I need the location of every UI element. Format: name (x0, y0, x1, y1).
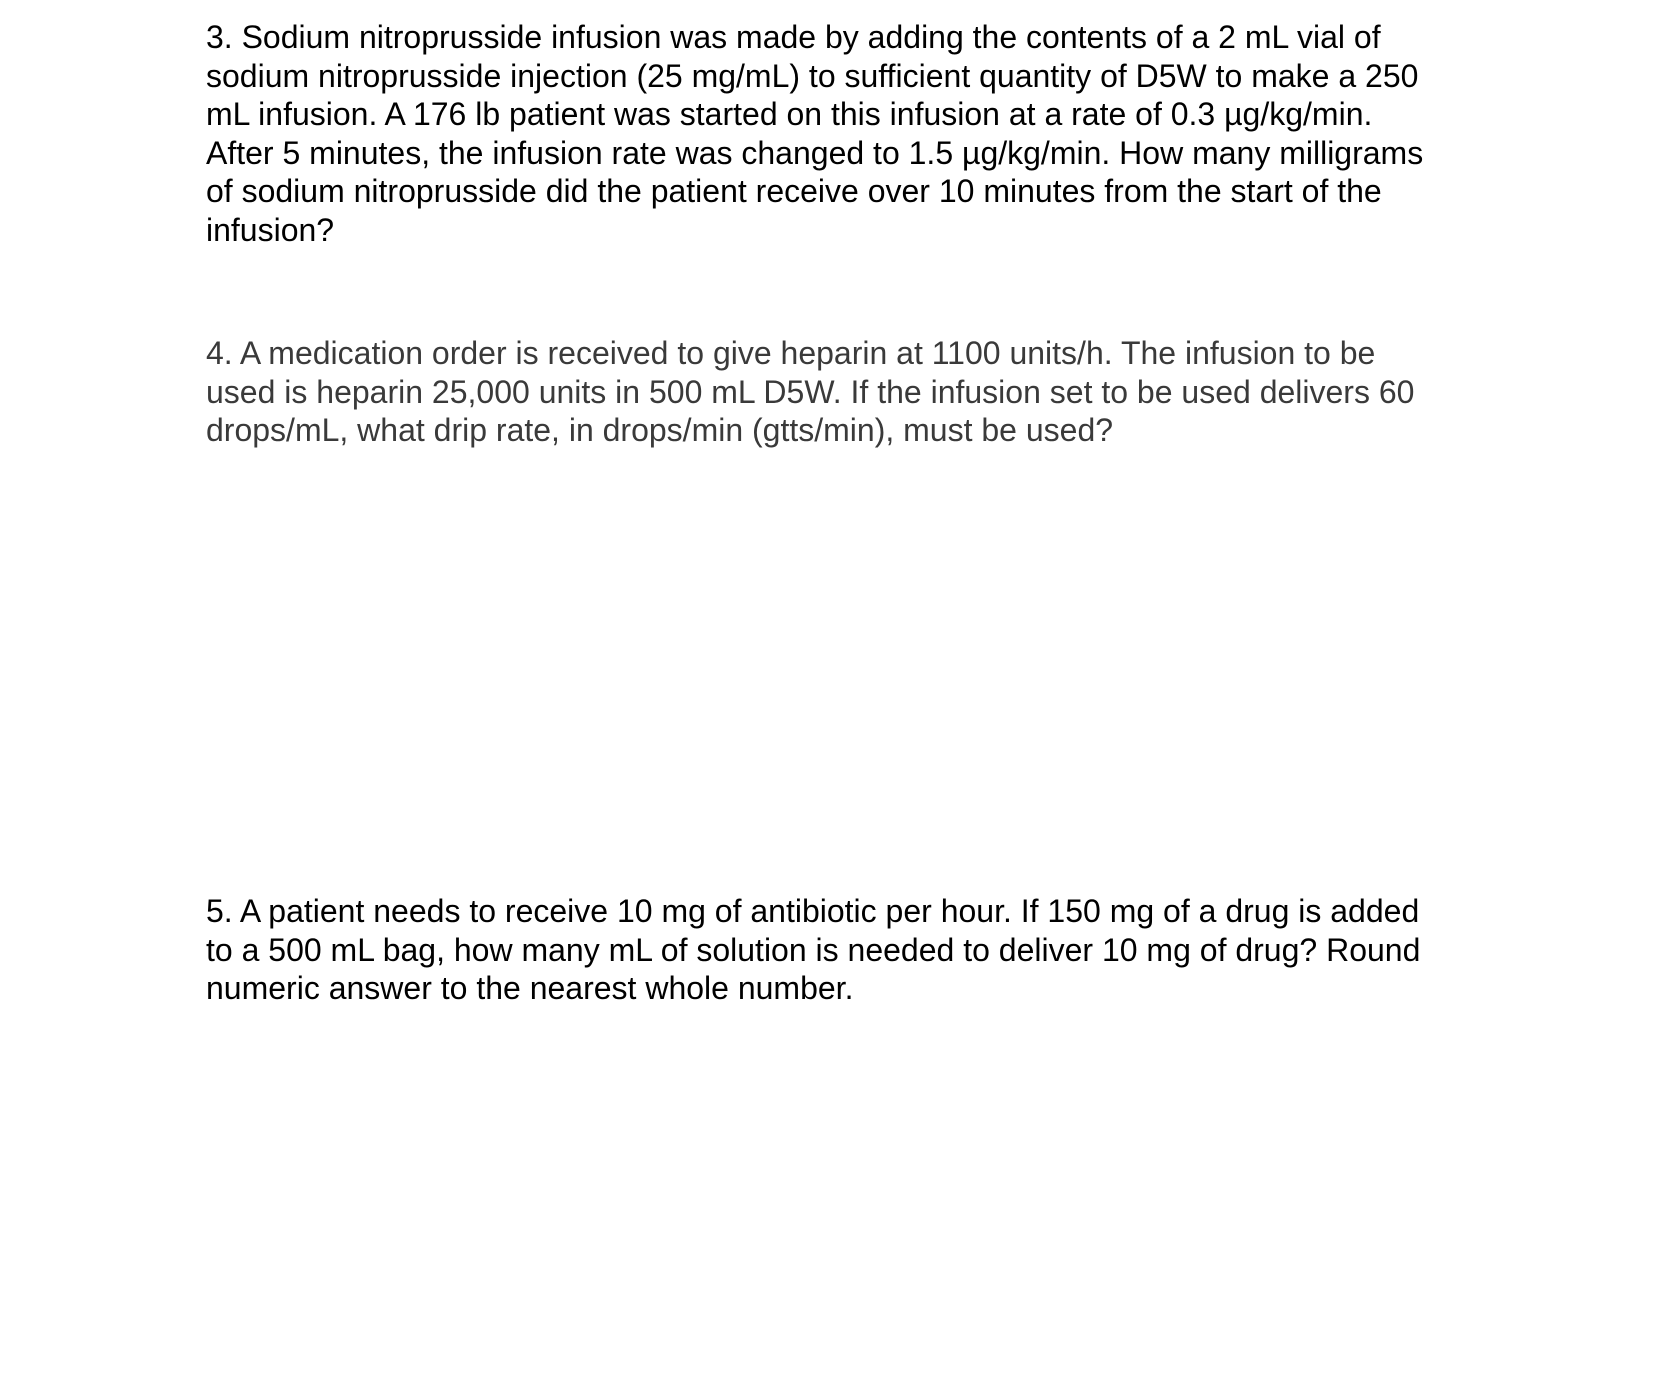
question-3-line: of sodium nitroprusside did the patient receive over 10 minutes from the start of the (206, 173, 1382, 209)
question-4-line: 4. A medication order is received to give heparin at 1100 units/h. The infusion to be (206, 335, 1376, 371)
question-5-line: 5. A patient needs to receive 10 mg of antibiotic per hour. If 150 mg of a drug is added (206, 893, 1420, 929)
question-3-line: mL infusion. A 176 lb patient was started on this infusion at a rate of 0.3 µg/kg/min. (206, 96, 1373, 132)
question-5 (206, 892, 1476, 1008)
question-4-line: used is heparin 25,000 units in 500 mL D5W. If the infusion set to be used delivers 60 (206, 373, 1415, 410)
question-3-line: 3. Sodium nitroprusside infusion was made by adding the contents of a 2 mL vial of (206, 19, 1381, 55)
question-3-line: infusion? (206, 211, 335, 248)
question-3 (206, 18, 1476, 249)
question-3-line: sodium nitroprusside injection (25 mg/mL) to sufficient quantity of D5W to make a 250 (206, 57, 1419, 94)
question-5-line: numeric answer to the nearest whole number. (206, 970, 854, 1006)
question-3-line: After 5 minutes, the infusion rate was changed to 1.5 µg/kg/min. How many milligrams (206, 134, 1424, 171)
question-4 (206, 334, 1476, 450)
question-5-line: to a 500 mL bag, how many mL of solution is needed to deliver 10 mg of drug? Round (206, 931, 1421, 968)
question-4-line: drops/mL, what drip rate, in drops/min (gtts/min), must be used? (206, 412, 1114, 448)
